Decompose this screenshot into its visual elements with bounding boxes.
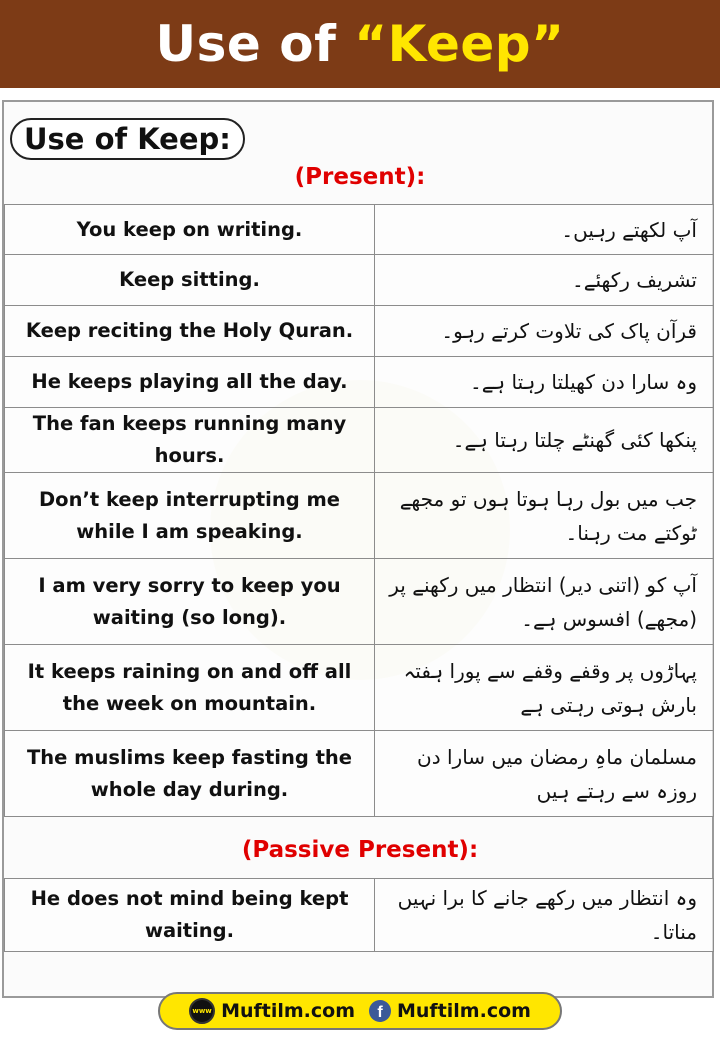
page-title-highlight: “Keep” (354, 15, 565, 73)
present-heading: (Present): (294, 164, 426, 190)
table-row (5, 879, 714, 952)
urdu-translation: مسلمان ماہِ رمضان میں سارا دن روزہ سے رہتے ہیں (375, 731, 714, 817)
urdu-translation: تشریف رکھئے۔ (375, 255, 714, 306)
facebook-label: Muftilm.com (397, 1000, 531, 1022)
urdu-translation: آپ کو (اتنی دیر) انتظار میں رکھنے پر (مجھے) افسوس ہے۔ (375, 559, 714, 645)
urdu-translation: قرآن پاک کی تلاوت کرتے رہو۔ (375, 306, 714, 357)
table-row (5, 357, 714, 408)
section-heading: Use of Keep: (10, 118, 245, 160)
urdu-translation: آپ لکھتے رہیں۔ (375, 205, 714, 255)
passive-heading: (Passive Present): (241, 837, 479, 863)
page-title-prefix: Use of (155, 15, 355, 73)
table-row (5, 255, 714, 306)
english-sentence: He does not mind being kept waiting. (5, 879, 375, 952)
english-sentence: Keep reciting the Holy Quran. (5, 306, 375, 357)
english-sentence: It keeps raining on and off all the week on mountain. (5, 645, 375, 731)
urdu-translation: جب میں بول رہا ہوتا ہوں تو مجھے ٹوکتے مت رہنا۔ (375, 473, 714, 559)
page-title (156, 15, 565, 73)
globe-www-icon: www (189, 998, 215, 1024)
english-sentence: I am very sorry to keep you waiting (so long). (5, 559, 375, 645)
english-sentence: He keeps playing all the day. (5, 357, 375, 408)
english-sentence: Don’t keep interrupting me while I am speaking. (5, 473, 375, 559)
urdu-translation: وہ انتظار میں رکھے جانے کا برا نہیں مناتا۔ (375, 879, 714, 952)
page-header (0, 0, 720, 88)
table-row (5, 473, 714, 559)
table-row (5, 559, 714, 645)
website-link[interactable] (189, 998, 355, 1024)
table-row (5, 408, 714, 473)
urdu-translation: پہاڑوں پر وقفے وقفے سے پورا ہفتہ بارش ہوتی رہتی ہے (375, 645, 714, 731)
english-sentence: The muslims keep fasting the whole day during. (5, 731, 375, 817)
table-row (5, 306, 714, 357)
facebook-icon: f (369, 1000, 391, 1022)
urdu-translation: وہ سارا دن کھیلتا رہتا ہے۔ (375, 357, 714, 408)
present-table (4, 204, 714, 817)
english-sentence: Keep sitting. (5, 255, 375, 306)
website-label: Muftilm.com (221, 1000, 355, 1022)
passive-table (4, 878, 714, 952)
english-sentence: The fan keeps running many hours. (5, 408, 375, 473)
urdu-translation: پنکھا کئی گھنٹے چلتا رہتا ہے۔ (375, 408, 714, 473)
facebook-link[interactable] (369, 1000, 531, 1022)
table-row (5, 205, 714, 255)
table-row (5, 731, 714, 817)
footer-bar (158, 992, 562, 1030)
table-row (5, 645, 714, 731)
english-sentence: You keep on writing. (5, 205, 375, 255)
